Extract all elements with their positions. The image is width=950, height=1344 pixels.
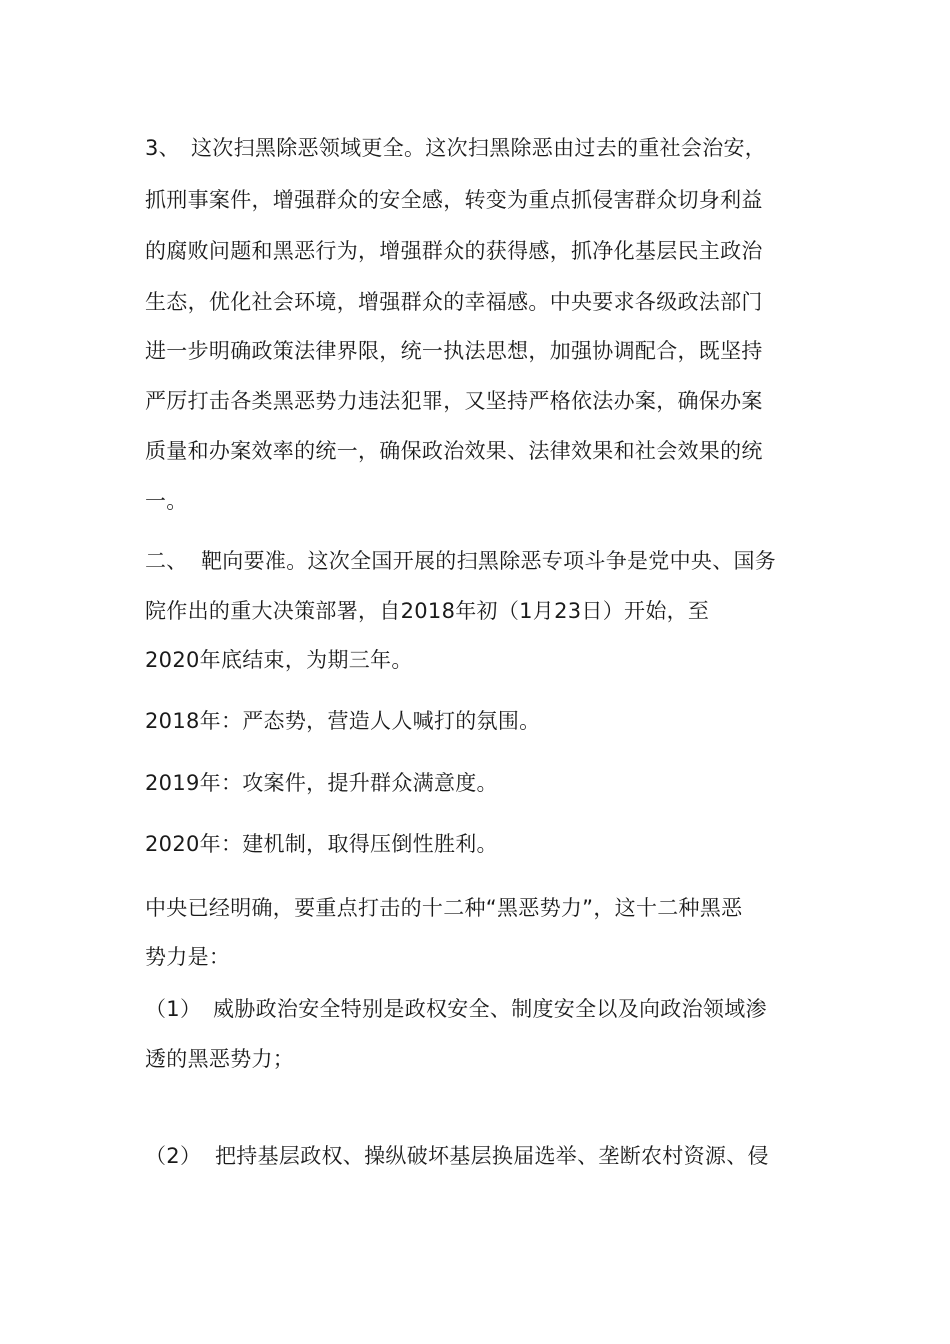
item-2-text: 把持基层政权、操纵破坏基层换届选举、垄断农村资源、侵 [215,1144,769,1168]
section-2-line-3: 2020年底结束，为期三年。 [145,648,413,672]
para-3-line-1 [145,133,825,163]
year-2019-line: 2019年：攻案件，提升群众满意度。 [145,771,498,795]
para-3-line-6: 严厉打击各类黑恶势力违法犯罪，又坚持严格依法办案，确保办案 [145,389,763,413]
para-3-line-4: 生态，优化社会环境，增强群众的幸福感。中央要求各级政法部门 [145,290,763,314]
para-3-line-2: 抓刑事案件，增强群众的安全感，转变为重点抓侵害群众切身利益 [145,188,763,212]
item-1-text: 威胁政治安全特别是政权安全、制度安全以及向政治领域渗 [213,997,767,1021]
item-2-marker: （2） [145,1144,202,1168]
year-2020-line: 2020年：建机制，取得压倒性胜利。 [145,832,498,856]
para-3-line-3: 的腐败问题和黑恶行为，增强群众的获得感，抓净化基层民主政治 [145,239,763,263]
section-2-text: 靶向要准。这次全国开展的扫黑除恶专项斗争是党中央、国务 [201,549,777,573]
intro-line-1: 中央已经明确，要重点打击的十二种“黑恶势力”，这十二种黑恶 [145,896,743,920]
item-1-line-2: 透的黑恶势力； [145,1047,295,1071]
intro-line-2: 势力是： [145,945,231,969]
para-3-line-7: 质量和办案效率的统一，确保政治效果、法律效果和社会效果的统 [145,439,763,463]
item-1-marker: （1） [145,997,202,1021]
item-1-line-1 [145,994,825,1024]
section-2-line-2: 院作出的重大决策部署，自2018年初（1月23日）开始，至 [145,599,710,623]
para-3-line-5: 进一步明确政策法律界限，统一执法思想，加强协调配合，既坚持 [145,339,763,363]
para-3-marker: 3、 [145,136,180,160]
section-2-marker: 二、 [145,549,188,573]
para-3-line-8: 一。 [145,489,188,513]
section-2-line-1 [145,546,825,576]
para-3-text: 这次扫黑除恶领域更全。这次扫黑除恶由过去的重社会治安， [191,136,767,160]
year-2018-line: 2018年：严态势，营造人人喊打的氛围。 [145,709,541,733]
item-2-line-1 [145,1141,825,1171]
